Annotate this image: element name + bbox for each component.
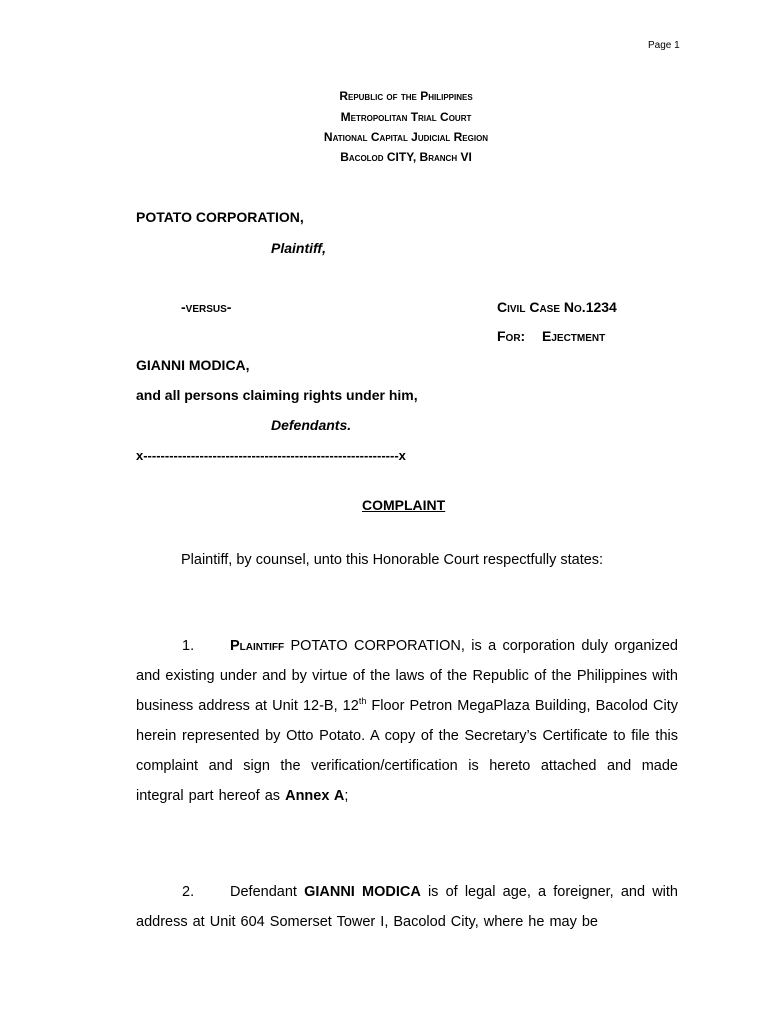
case-number: 1234 xyxy=(585,299,617,315)
paragraph-2 xyxy=(136,877,678,937)
paragraph-1-sup: th xyxy=(358,696,367,707)
defendant-role: Defendants. xyxy=(271,417,352,433)
paragraph-1-text-a: POTATO CORPORATION, is a corporation duly organized and existing under and by virtue of the laws of the Republic of the Philippines with business address at Unit 12-B, 12 xyxy=(136,638,678,714)
paragraph-2-text-b: is of legal age, a foreigner, and with address at Unit 604 Somerset Tower I, Bacolod City, where he may be xyxy=(136,884,678,930)
intro-statement: Plaintiff, by counsel, unto this Honorable Court respectfully states: xyxy=(181,552,604,568)
defendant-extra: and all persons claiming rights under him, xyxy=(136,387,418,403)
paragraph-1 xyxy=(136,631,678,811)
defendant-name-inline: GIANNI MODICA xyxy=(304,884,421,900)
caption-region: National Capital Judicial Region xyxy=(323,130,489,144)
paragraph-1-text-b: Floor Petron MegaPlaza Building, Bacolod City herein represented by Otto Potato. A copy of the Secretary’s Certificate to file this complaint and sign the verification/certification is hereto attached and made integral part hereof as xyxy=(136,698,679,804)
for-value: Ejectment xyxy=(542,328,606,344)
document-title: COMPLAINT xyxy=(362,497,446,513)
defendant-name: GIANNI MODICA, xyxy=(136,357,250,373)
caption-divider: x-----------------------------------------------------------x xyxy=(136,448,406,463)
paragraph-1-number: 1. xyxy=(182,638,195,654)
paragraph-1-lead: Plaintiff xyxy=(230,638,285,654)
caption-republic: Republic of the Philippines xyxy=(339,89,473,103)
for-label: For: xyxy=(497,328,526,344)
paragraph-2-text-a: Defendant xyxy=(230,884,305,900)
paragraph-1-end: ; xyxy=(344,788,349,804)
page-number: Page 1 xyxy=(648,40,680,51)
caption-court: Metropolitan Trial Court xyxy=(340,110,472,124)
paragraph-2-number: 2. xyxy=(182,884,195,900)
case-number-line xyxy=(497,299,617,315)
versus-label: -versus- xyxy=(181,299,232,315)
plaintiff-name: POTATO CORPORATION, xyxy=(136,209,304,225)
case-label: Civil Case No. xyxy=(497,299,586,315)
caption-city-branch: Bacolod CITY, Branch VI xyxy=(340,150,472,164)
annex-reference: Annex A xyxy=(285,788,345,804)
for-line xyxy=(497,328,605,344)
plaintiff-role: Plaintiff, xyxy=(271,240,326,256)
